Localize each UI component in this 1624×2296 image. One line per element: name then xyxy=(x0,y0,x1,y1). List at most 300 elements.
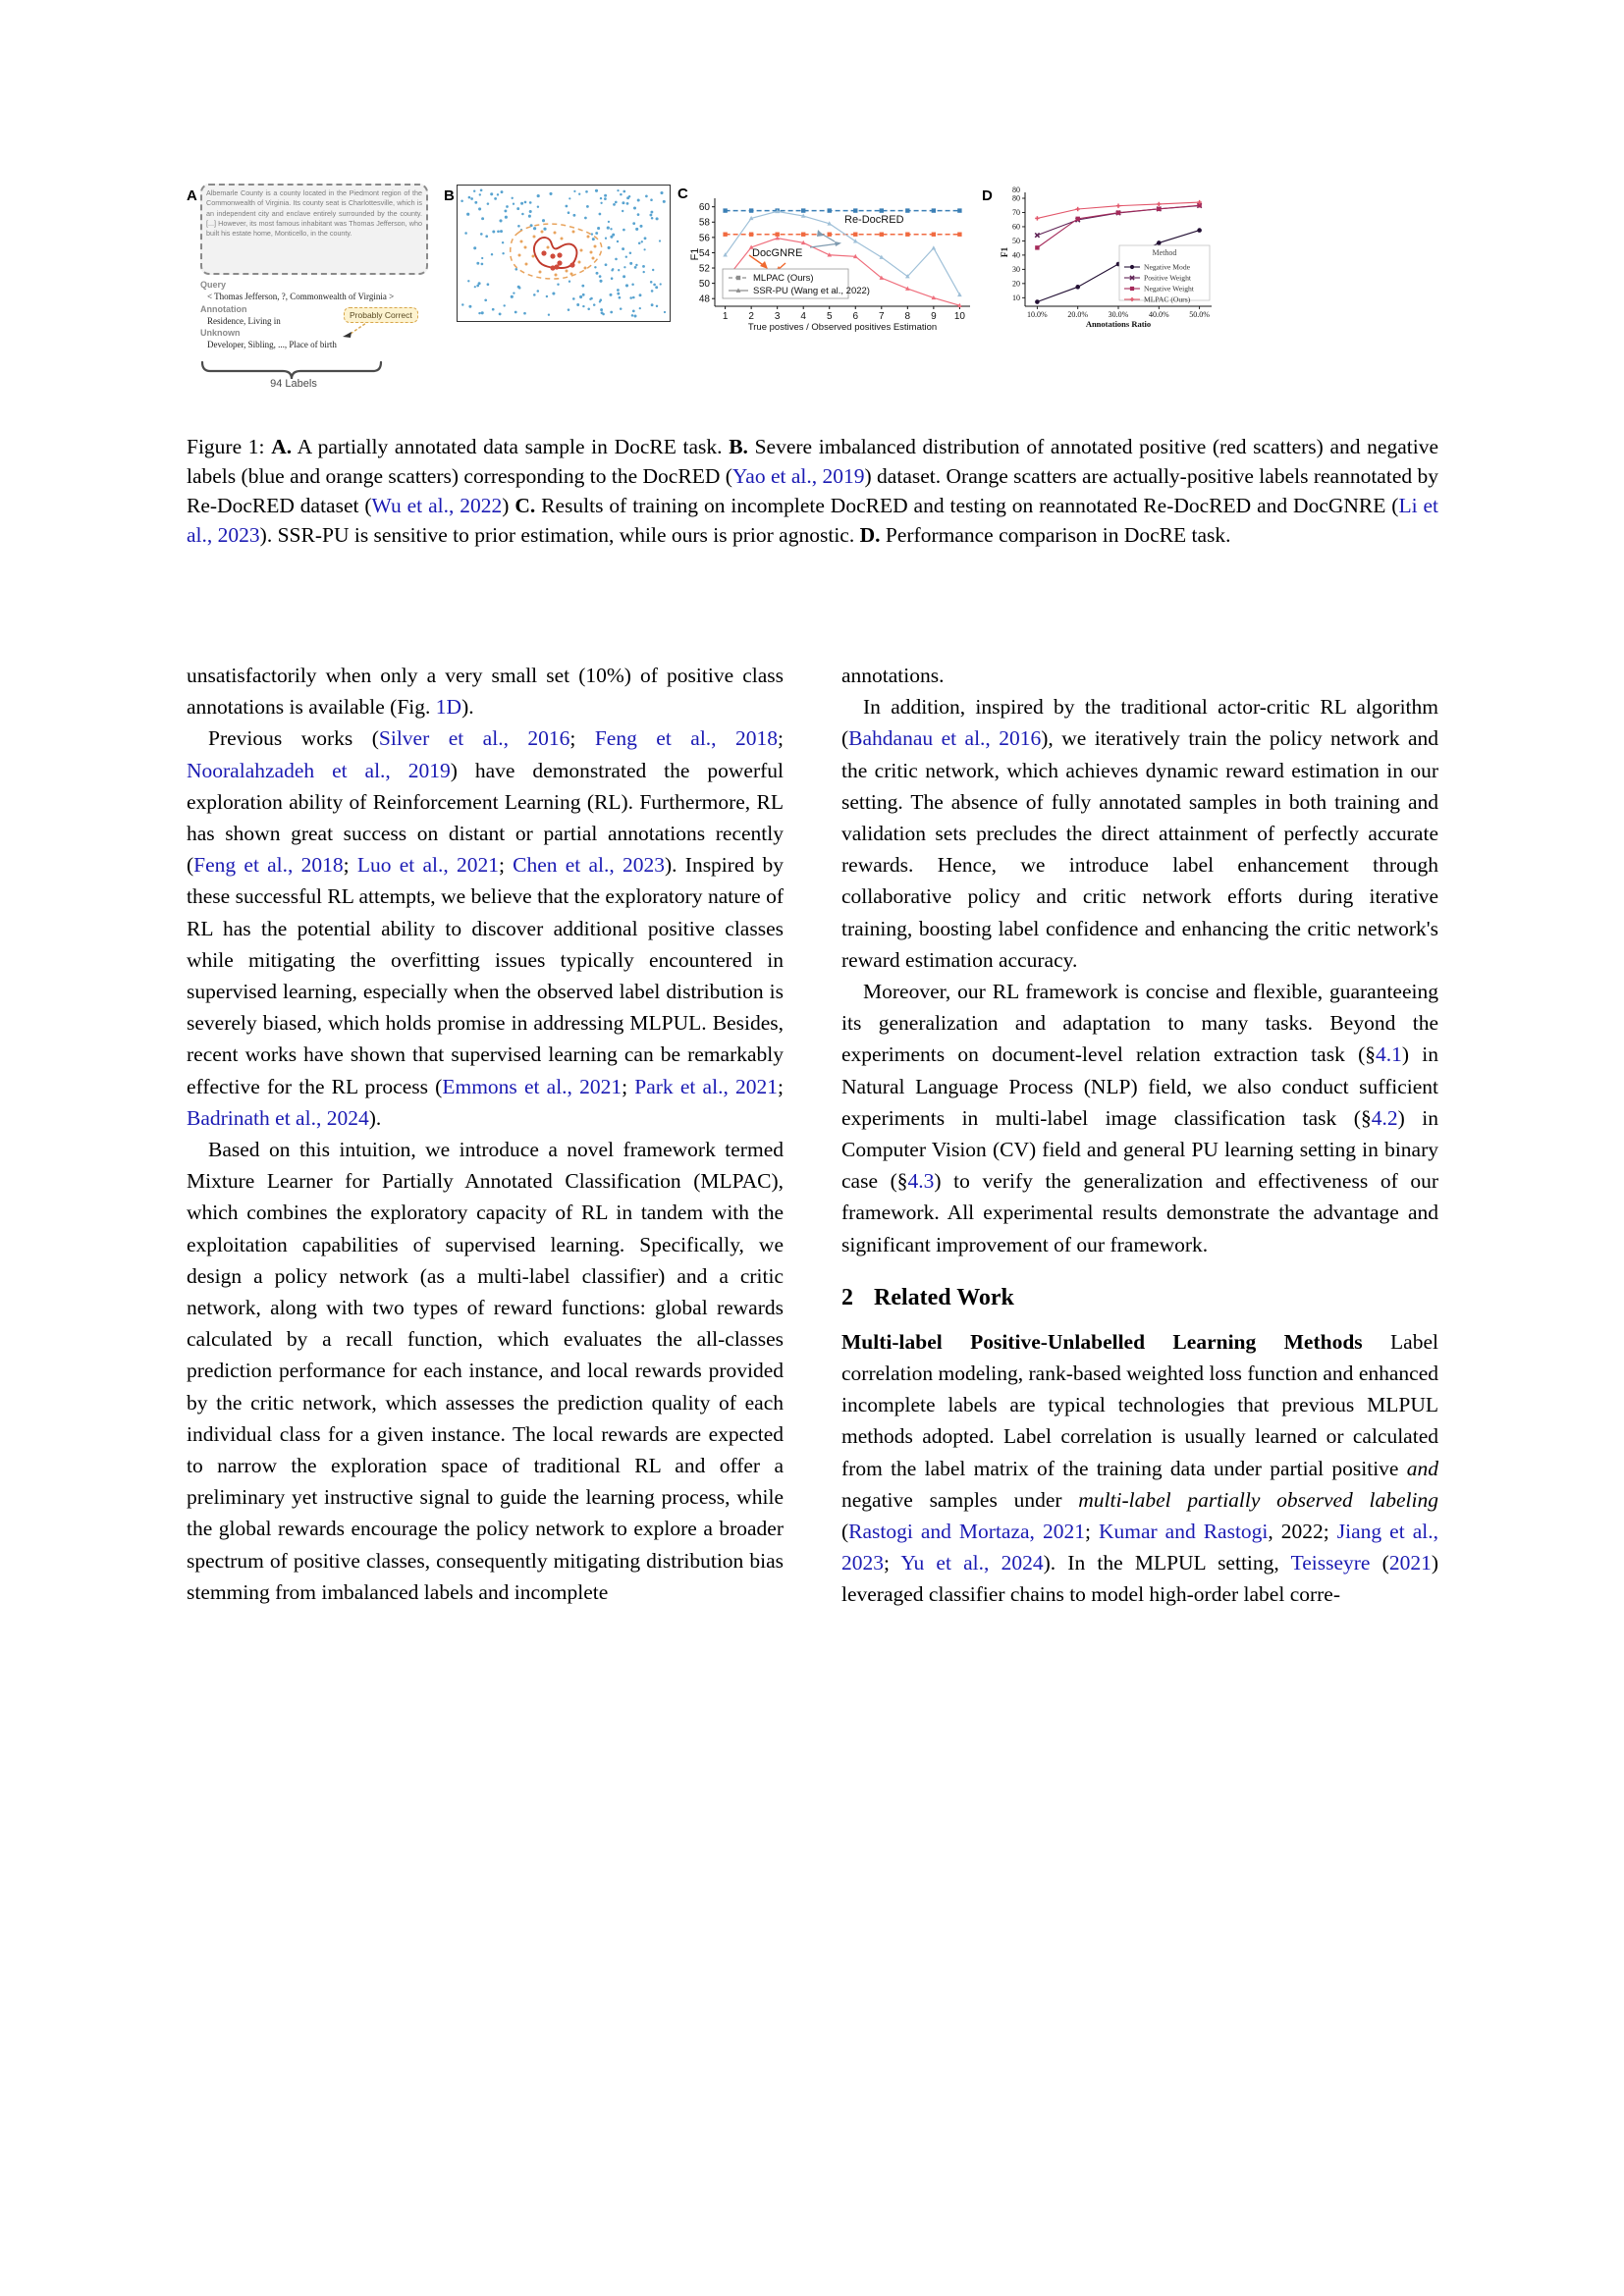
citation-link[interactable]: Kumar and Rastogi xyxy=(1098,1520,1269,1544)
body-text: ) in Computer Vision (CV) field and general PU learning setting in binary case (§ xyxy=(841,1105,1439,1194)
scatter-point-negative xyxy=(473,189,475,191)
scatter-point-negative xyxy=(623,266,625,268)
scatter-point-negative xyxy=(582,294,585,296)
scatter-point-negative xyxy=(632,310,635,313)
data-point-marker xyxy=(1157,240,1162,245)
scatter-point-negative xyxy=(605,238,607,240)
data-point-marker xyxy=(1075,217,1079,221)
panel-a-unknown-label: Unknown xyxy=(200,328,241,338)
scatter-point-positive xyxy=(554,264,559,269)
panel-c-xlabel: True postives / Observed positives Estimation xyxy=(747,322,938,333)
scatter-point-orange xyxy=(547,246,550,249)
scatter-point-negative xyxy=(600,298,603,301)
body-text: ) have demonstrated the powerful exploration ability of Reinforcement Learning (RL). Furthermore, RL has shown great success on distant or partial annotations recently ( xyxy=(187,758,785,878)
scatter-point-positive xyxy=(550,253,555,258)
scatter-point-negative xyxy=(591,233,593,235)
scatter-point-negative xyxy=(584,217,587,220)
citation-link[interactable]: 4.2 xyxy=(1371,1105,1398,1130)
panel-c-xtick: 4 xyxy=(800,311,806,322)
scatter-point-negative xyxy=(631,283,634,286)
scatter-point-negative xyxy=(638,241,641,244)
data-point-marker xyxy=(1116,210,1120,214)
scatter-point-negative xyxy=(480,233,483,236)
panel-a-annotation-value: Residence, Living in xyxy=(207,315,281,326)
scatter-point-negative xyxy=(474,201,477,204)
scatter-point-negative xyxy=(607,227,610,230)
data-point-marker xyxy=(801,208,805,212)
scatter-point-negative xyxy=(533,294,536,296)
scatter-point-orange xyxy=(555,274,558,277)
scatter-point-negative xyxy=(518,287,521,290)
data-point-marker xyxy=(828,233,832,237)
panel-d-ytick: 50 xyxy=(1012,237,1020,246)
citation-link[interactable]: 4.3 xyxy=(907,1169,935,1194)
scatter-point-negative xyxy=(576,303,579,306)
scatter-point-negative xyxy=(537,205,539,207)
scatter-point-negative xyxy=(650,281,653,284)
scatter-point-negative xyxy=(655,286,658,289)
scatter-point-negative xyxy=(478,282,481,285)
citation-link[interactable]: Badrinath et al., 2024 xyxy=(187,1105,369,1130)
data-point-marker xyxy=(905,208,909,212)
panel-d-line-chart xyxy=(996,185,1320,337)
citation-link[interactable]: Jiang et al., 2023 xyxy=(841,1520,1438,1575)
body-text: ; xyxy=(622,1074,635,1098)
caption-panel-marker: B. xyxy=(729,435,748,458)
scatter-point-negative xyxy=(579,295,582,298)
body-text: ; xyxy=(1084,1520,1099,1544)
panel-d-xtick: 50.0% xyxy=(1189,310,1210,319)
scatter-point-negative xyxy=(599,275,602,278)
scatter-point-negative xyxy=(637,199,640,202)
citation-link[interactable]: Silver et al., 2016 xyxy=(378,726,570,751)
scatter-point-orange xyxy=(570,273,573,276)
panel-c-xtick: 3 xyxy=(774,311,781,322)
scatter-point-negative xyxy=(468,305,471,308)
scatter-point-negative xyxy=(485,235,488,238)
scatter-point-negative xyxy=(470,197,473,200)
citation-link[interactable]: Feng et al., 2018 xyxy=(193,853,344,878)
body-text: ). xyxy=(368,1105,382,1130)
citation-link[interactable]: Park et al., 2021 xyxy=(634,1074,778,1098)
scatter-point-orange xyxy=(524,246,527,249)
panel-c-ytick: 48 xyxy=(698,294,710,305)
panel-c-ytick: 54 xyxy=(698,247,710,259)
data-point-marker xyxy=(932,233,936,237)
panel-c-xtick: 5 xyxy=(826,311,833,322)
scatter-point-negative xyxy=(635,264,637,266)
panel-d-xtick: 40.0% xyxy=(1148,310,1169,319)
scatter-point-negative xyxy=(497,230,500,233)
citation-link[interactable]: Teisseyre xyxy=(1290,1551,1371,1575)
scatter-point-negative xyxy=(529,210,532,213)
panel-a-query-label: Query xyxy=(200,280,227,290)
scatter-point-negative xyxy=(651,217,654,220)
scatter-point-negative xyxy=(615,201,618,204)
scatter-point-negative xyxy=(500,230,503,233)
scatter-point-negative xyxy=(597,227,600,230)
scatter-point-negative xyxy=(499,312,502,315)
panel-d-ytick: 60 xyxy=(1012,222,1020,232)
scatter-point-negative xyxy=(634,266,637,269)
scatter-point-negative xyxy=(642,265,645,268)
panel-c-legend-item-1: SSR-PU (Wang et al., 2022) xyxy=(753,286,870,296)
scatter-point-negative xyxy=(505,216,508,219)
data-point-marker xyxy=(880,208,884,212)
panel-d-legend-item-3: MLPAC (Ours) xyxy=(1144,294,1191,304)
scatter-point-negative xyxy=(582,305,584,307)
section-heading-related-work xyxy=(841,1283,1438,1312)
panel-c-annotation-redocred: Re-DocRED xyxy=(844,213,904,226)
scatter-point-negative xyxy=(611,277,614,280)
panel-a-query-value: < Thomas Jefferson, ?, Commonwealth of Virginia > xyxy=(207,292,395,301)
scatter-point-negative xyxy=(644,237,647,240)
scatter-point-negative xyxy=(600,197,602,199)
paragraph-right-3 xyxy=(841,976,1438,1260)
scatter-point-negative xyxy=(533,227,536,230)
scatter-point-negative xyxy=(652,269,654,271)
data-point-marker xyxy=(1116,203,1120,207)
scatter-point-negative xyxy=(633,206,636,209)
panel-d-ytick: 30 xyxy=(1012,265,1020,275)
scatter-point-negative xyxy=(529,201,532,204)
scatter-point-negative xyxy=(568,211,570,214)
body-text: ). Inspired by these successful RL attempts, we believe that the exploratory nature of RL has the potential ability to discover additional positive classes while mitigating the overfitting issues typically encountered in supervised learning, especially when the observed label distribution is severely biased, which holds promise in addressing MLPUL. Besides, recent works have shown that supervised learning can be remarkably effective for the RL process ( xyxy=(187,853,784,1098)
citation-link[interactable]: Bahdanau et al., 2016 xyxy=(848,726,1042,751)
panel-c-ytick: 50 xyxy=(698,279,710,291)
scatter-point-negative xyxy=(650,198,653,201)
scatter-point-negative xyxy=(600,308,603,311)
panel-c-xtick: 6 xyxy=(852,311,859,322)
scatter-point-negative xyxy=(632,296,635,299)
citation-link[interactable]: Wu et al., 2022 xyxy=(371,494,503,517)
panel-d-ytick: 80 xyxy=(1012,186,1020,194)
panel-d-legend-item-2: Negative Weight xyxy=(1144,284,1194,294)
scatter-point-negative xyxy=(639,294,642,296)
citation-link[interactable]: Yao et al., 2019 xyxy=(731,464,865,488)
citation-link[interactable]: Li et al., 2023 xyxy=(187,494,1439,547)
scatter-point-negative xyxy=(503,304,505,306)
panel-d-legend-item-0: Negative Mode xyxy=(1144,262,1191,272)
scatter-point-negative xyxy=(572,297,575,300)
body-text: In addition, inspired by the traditional actor-critic RL algorithm ( xyxy=(841,695,1438,751)
citation-link[interactable]: Rastogi and Mortaza, 2021 xyxy=(848,1520,1085,1544)
scatter-point-negative xyxy=(491,253,493,255)
scatter-point-negative xyxy=(568,197,570,199)
panel-c-annotation-docgnre: DocGNRE xyxy=(752,247,803,260)
scatter-point-negative xyxy=(645,195,648,198)
figure-panel-a xyxy=(187,182,437,407)
data-point-marker xyxy=(828,208,832,212)
panel-c-line-chart xyxy=(687,185,977,337)
scatter-point-negative xyxy=(481,263,484,266)
body-text: ; xyxy=(343,853,357,878)
scatter-point-negative xyxy=(549,192,552,195)
panel-a-probably-correct-tag: Probably Correct xyxy=(344,307,418,323)
scatter-point-orange xyxy=(541,231,544,234)
scatter-point-negative xyxy=(461,303,463,305)
scatter-point-negative xyxy=(605,263,608,266)
panel-d-legend-title: Method xyxy=(1152,248,1177,257)
citation-link[interactable]: 2021 xyxy=(1388,1551,1432,1575)
scatter-point-negative xyxy=(474,286,476,288)
data-point-marker xyxy=(853,208,857,212)
scatter-point-negative xyxy=(663,200,666,203)
scatter-point-negative xyxy=(612,234,615,237)
citation-link[interactable]: Nooralahzadeh et al., 2019 xyxy=(187,758,451,782)
scatter-point-negative xyxy=(650,211,653,214)
panel-c-xtick: 7 xyxy=(879,311,885,322)
panel-d-xtick: 30.0% xyxy=(1108,310,1129,319)
scatter-point-orange xyxy=(532,255,535,258)
scatter-point-negative xyxy=(476,262,479,265)
run-in-heading: Multi-label Positive-Unlabelled Learning Methods xyxy=(841,1329,1363,1354)
data-point-marker xyxy=(1035,245,1039,249)
scatter-point-negative xyxy=(641,240,643,242)
scatter-point-negative xyxy=(499,219,502,222)
scatter-point-negative xyxy=(490,192,493,195)
body-text: ; xyxy=(884,1551,901,1575)
emphasis-text: and xyxy=(1406,1456,1438,1480)
figure-panel-d xyxy=(982,182,1453,407)
scatter-point-negative xyxy=(620,307,623,310)
scatter-point-negative xyxy=(593,303,596,306)
scatter-point-negative xyxy=(631,314,634,317)
scatter-point-negative xyxy=(586,205,589,208)
scatter-point-orange xyxy=(533,236,536,239)
data-point-marker xyxy=(1157,202,1161,206)
scatter-point-negative xyxy=(651,290,654,293)
scatter-point-negative xyxy=(660,191,663,194)
body-text: ( xyxy=(1370,1551,1389,1575)
scatter-point-negative xyxy=(629,296,632,299)
body-text: Label correlation modeling, rank-based weighted loss function and enhanced incomplete labels are typical technologies that previous MLPUL methods adopted. Label correlation is usually learned or calculated from the label matrix of the training data under partial positive xyxy=(841,1329,1438,1480)
panel-d-ytick: 80 xyxy=(1012,193,1020,203)
figure-1 xyxy=(187,182,1453,407)
panel-c-svg xyxy=(687,185,977,342)
scatter-point-negative xyxy=(659,240,661,241)
scatter-point-negative xyxy=(502,241,504,243)
scatter-point-negative xyxy=(473,246,476,249)
scatter-point-negative xyxy=(615,258,618,261)
panel-a-letter: A xyxy=(187,187,197,204)
scatter-point-positive xyxy=(557,252,562,257)
scatter-point-negative xyxy=(622,201,624,204)
caption-panel-marker: A. xyxy=(271,435,293,458)
citation-link[interactable]: 4.1 xyxy=(1375,1042,1402,1067)
scatter-point-negative xyxy=(520,202,523,205)
scatter-point-negative xyxy=(546,295,548,297)
scatter-point-orange xyxy=(525,263,528,266)
scatter-point-negative xyxy=(521,213,524,216)
scatter-point-orange xyxy=(592,257,595,260)
panel-d-letter: D xyxy=(982,187,993,204)
scatter-point-negative xyxy=(625,284,628,287)
scatter-point-negative xyxy=(542,219,545,222)
panel-c-xtick: 10 xyxy=(953,311,965,322)
scatter-point-negative xyxy=(481,311,484,314)
scatter-point-negative xyxy=(537,194,540,197)
paragraph-left-3: Based on this intuition, we introduce a novel framework termed Mixture Learner for Partially Annotated Classification (MLPAC), which combines the exploratory capacity of RL in tandem with the exploitation capabilities of supervised learning. Specifically, we design a policy network (as a multi-label classifier) and a critic network, along with two types of reward functions: global rewards calculated by a recall function, which evaluates the all-classes prediction performance for each instance, and local rewards provided by the critic network, which assesses the prediction quality of each individual class for a given instance. The local rewards are expected to narrow the exploration space of traditional RL and offer a preliminary yet instructive signal to guide the learning process, while the global rewards encourage the policy network to explore a broader spectrum of positive classes, consequently mitigating distribution bias stemming from imbalanced labels and incomplete xyxy=(187,1138,784,1604)
citation-link[interactable]: Feng et al., 2018 xyxy=(594,726,779,751)
data-point-marker xyxy=(957,208,961,212)
data-point-marker xyxy=(1130,287,1134,291)
body-text: ), we iteratively train the policy network and the critic network, which achieves dynamic reward estimation in our setting. The absence of fully annotated samples in both training and validation sets precludes the direct attainment of perfectly accurate rewards. Hence, we introduce label enhancement through collaborative policy and critic network efforts during iterative training, boosting label confidence and enhancing the critic network's reward estimation accuracy. xyxy=(841,726,1438,972)
panel-a-document-box xyxy=(200,184,428,275)
paragraph-right-1: annotations. xyxy=(841,664,945,687)
scatter-point-negative xyxy=(512,197,514,199)
scatter-point-negative xyxy=(594,266,596,268)
panel-a-document-text: Albemarle County is a county located in the Piedmont region of the Commonwealth of Virginia. Its county seat is Charlottesville, which is an independent city and enclave entirely surrounded by the county. [...] However, its most famous inhabitant was Thomas Jefferson, who built his estate home, Monticello, in the county. xyxy=(206,188,422,239)
scatter-point-negative xyxy=(604,194,607,197)
scatter-point-negative xyxy=(600,202,602,204)
scatter-point-negative xyxy=(612,268,614,270)
body-text: , 2022; xyxy=(1268,1520,1337,1544)
scatter-point-negative xyxy=(613,203,616,206)
scatter-point-negative xyxy=(513,203,514,205)
scatter-point-negative xyxy=(623,229,625,232)
body-text: ). In the MLPUL setting, xyxy=(1043,1551,1291,1575)
scatter-point-negative xyxy=(656,217,659,220)
panel-a-brace-label: 94 Labels xyxy=(270,378,317,390)
scatter-point-positive xyxy=(541,250,546,255)
scatter-point-negative xyxy=(502,252,504,254)
scatter-point-negative xyxy=(572,214,575,217)
panel-c-ytick: 52 xyxy=(698,263,710,275)
scatter-point-negative xyxy=(634,315,637,318)
scatter-point-negative xyxy=(622,210,623,212)
scatter-point-negative xyxy=(537,290,540,293)
panel-d-ylabel: F1 xyxy=(1001,246,1010,258)
scatter-point-negative xyxy=(664,311,666,313)
scatter-point-negative xyxy=(609,294,612,296)
scatter-point-negative xyxy=(481,257,483,259)
panel-d-xtick: 10.0% xyxy=(1027,310,1048,319)
scatter-point-negative xyxy=(497,193,499,195)
scatter-point-negative xyxy=(623,275,625,278)
panel-d-xlabel: Annotations Ratio xyxy=(1085,319,1152,329)
scatter-point-negative xyxy=(653,284,656,287)
scatter-point-negative xyxy=(467,280,469,282)
scatter-point-negative xyxy=(479,193,481,195)
scatter-point-negative xyxy=(484,298,487,301)
scatter-point-orange xyxy=(520,240,523,243)
scatter-point-negative xyxy=(599,280,602,283)
panel-c-legend-item-0: MLPAC (Ours) xyxy=(753,273,814,284)
panel-c-xtick: 8 xyxy=(904,311,911,322)
scatter-point-negative xyxy=(557,283,559,285)
data-point-marker xyxy=(853,233,857,237)
paragraph-right-2 xyxy=(841,691,1438,976)
scatter-point-negative xyxy=(492,231,495,234)
panel-d-ytick: 70 xyxy=(1012,208,1020,218)
scatter-point-negative xyxy=(625,255,627,257)
paragraph-left-1 xyxy=(187,660,784,722)
caption-panel-marker: C. xyxy=(514,494,536,517)
citation-link[interactable]: Emmons et al., 2021 xyxy=(442,1074,623,1098)
scatter-point-negative xyxy=(622,247,624,250)
scatter-point-negative xyxy=(618,269,620,271)
body-text: ; xyxy=(569,726,595,751)
scatter-point-orange xyxy=(539,271,542,274)
panel-c-ytick: 56 xyxy=(698,233,710,244)
scatter-point-orange xyxy=(594,245,597,248)
scatter-point-negative xyxy=(629,251,632,254)
panel-c-letter: C xyxy=(677,186,688,202)
scatter-point-negative xyxy=(478,207,481,210)
scatter-point-negative xyxy=(481,217,484,220)
scatter-point-negative xyxy=(552,292,555,294)
data-point-marker xyxy=(880,233,884,237)
citation-link[interactable]: 1D xyxy=(435,695,462,720)
scatter-point-negative xyxy=(587,308,590,311)
panel-a-brace-icon xyxy=(200,360,387,380)
scatter-point-negative xyxy=(501,190,504,193)
scatter-point-negative xyxy=(620,193,623,196)
emphasis-text: multi-label partially observed labeling xyxy=(1078,1487,1438,1512)
scatter-point-negative xyxy=(480,188,483,191)
scatter-point-negative xyxy=(581,285,584,288)
body-text: Moreover, our RL framework is concise and flexible, guaranteeing its generalization and adaptation to many tasks. Beyond the experiments on document-level relation extraction task (§ xyxy=(841,980,1438,1067)
figure-caption: Figure 1: A. A partially annotated data sample in DocRE task. B. Severe imbalanced distribution of annotated positive (red scatters) and negative labels (blue and orange scatters) corresponding to the DocRED (Yao et al., 2019) dataset. Orange scatters are actually-positive labels reannotated by Re-DocRED dataset (Wu et al., 2022) C. Results of training on incomplete DocRED and testing on reannotated Re-DocRED and DocGNRE (Li et al., 2023). SSR-PU is sensitive to prior estimation, while ours is prior agnostic. D. Performance comparison in DocRE task. xyxy=(187,435,1439,547)
scatter-point-negative xyxy=(487,283,490,286)
panel-b-scatter-plot xyxy=(457,185,671,322)
scatter-point-negative xyxy=(617,240,619,242)
scatter-point-negative xyxy=(637,213,640,216)
body-text: Previous works ( xyxy=(208,726,379,751)
panel-a-unknown-value: Developer, Sibling, ..., Place of birth xyxy=(207,340,337,349)
scatter-point-negative xyxy=(604,197,607,200)
scatter-point-negative xyxy=(494,197,497,200)
scatter-point-negative xyxy=(514,268,517,271)
data-point-marker xyxy=(1035,299,1040,304)
scatter-point-orange xyxy=(587,236,590,239)
panel-d-ytick: 10 xyxy=(1012,294,1020,303)
scatter-point-negative xyxy=(573,190,575,192)
citation-link[interactable]: Yu et al., 2024 xyxy=(900,1551,1044,1575)
citation-link[interactable]: Luo et al., 2021 xyxy=(356,853,499,878)
column-right xyxy=(841,660,1438,1611)
scatter-point-negative xyxy=(568,308,570,311)
panel-c-ytick: 58 xyxy=(698,217,710,229)
panel-d-ytick: 40 xyxy=(1012,250,1020,260)
scatter-point-negative xyxy=(595,232,598,235)
panel-b-red-boundary xyxy=(534,238,577,268)
scatter-point-negative xyxy=(513,292,514,294)
panel-b-letter: B xyxy=(444,187,455,204)
scatter-point-negative xyxy=(592,238,595,240)
scatter-point-orange xyxy=(561,238,564,240)
scatter-point-negative xyxy=(610,228,612,230)
scatter-point-orange xyxy=(590,251,593,254)
panel-b-scatter-svg xyxy=(458,186,670,321)
data-point-marker xyxy=(723,208,727,212)
scatter-point-negative xyxy=(528,215,531,218)
body-text: ; xyxy=(778,726,784,751)
data-point-marker xyxy=(1197,228,1202,233)
citation-link[interactable]: Chen et al., 2023 xyxy=(513,853,666,878)
scatter-point-orange xyxy=(554,232,557,235)
scatter-point-negative xyxy=(514,311,517,314)
body-text: ) in Natural Language Process (NLP) field, we also conduct sufficient experiments in multi-label image classification task (§ xyxy=(841,1042,1438,1130)
data-point-marker xyxy=(1130,265,1134,269)
panel-c-xtick: 2 xyxy=(748,311,754,322)
scatter-point-negative xyxy=(649,214,652,217)
scatter-point-orange xyxy=(584,267,587,270)
body-text: unsatisfactorily when only a very small set (10%) of positive class annotations is available (Fig. xyxy=(187,664,784,720)
body-text: negative samples under xyxy=(841,1487,1079,1512)
panel-d-svg xyxy=(996,185,1320,342)
